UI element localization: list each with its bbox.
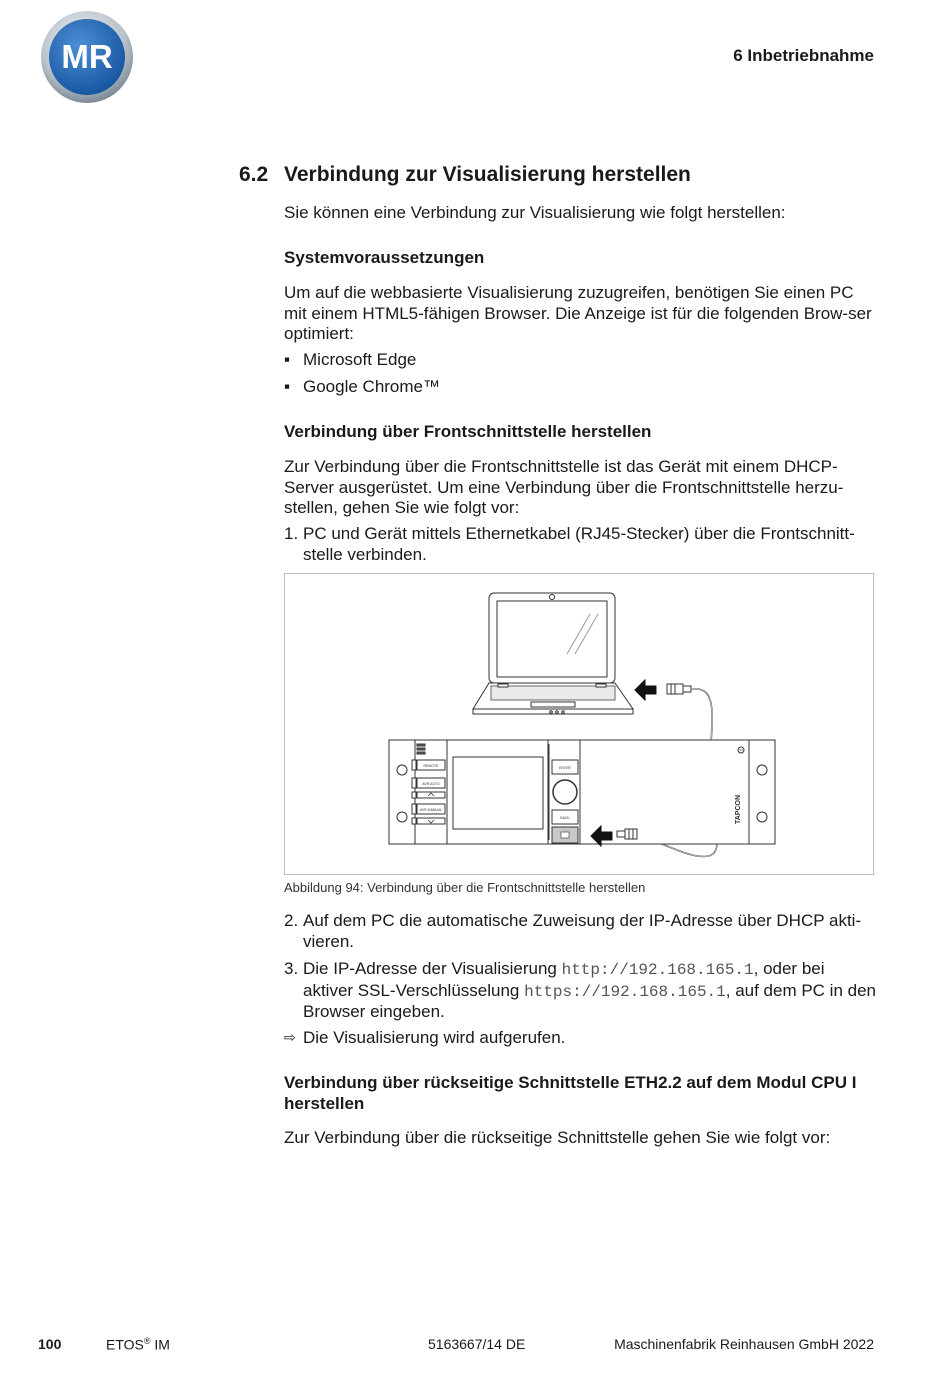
step-item [284,959,876,1021]
label-back: BACK [560,816,570,820]
url-https: https://192.168.165.1 [524,982,726,1001]
rj45-connector-device [617,829,637,839]
label-avr-manual: AVR MANUAL [419,808,443,812]
page-number: 100 [38,1336,62,1352]
step-text: PC und Gerät mittels Ethernetkabel (RJ45-Stecker) über die Frontschnitt-stelle verbinden. [303,524,855,564]
result-text: Die Visualisierung wird aufgerufen. [303,1028,566,1047]
rj45-connector-laptop [667,684,691,694]
tapcon-device [389,740,775,844]
result-item [284,1028,876,1048]
company-logo [40,10,134,104]
step-number: 2. [284,911,299,930]
step-text: Die IP-Adresse der Visualisierung http://192.168.165.1, oder bei aktiver SSL-Verschlüsselung https://192.168.165.1, auf dem PC in den Browser eingeben. [303,959,877,1021]
laptop-illustration [473,593,633,714]
section-title: Verbindung zur Visualisierung herstellen [284,163,691,186]
label-enter: ENTER [559,766,571,770]
bullet-text: Google Chrome™ [303,377,441,396]
result-arrow-icon: ⇨ [284,1030,296,1046]
connection-figure [284,573,874,875]
rotary-knob [553,780,577,804]
rear-heading: Verbindung über rückseitige Schnittstelle ETH2.2 auf dem Modul CPU I herstellen [284,1073,857,1113]
bullet-item [284,377,876,397]
step-item [284,911,876,953]
url-http: http://192.168.165.1 [561,961,754,979]
rear-paragraph: Zur Verbindung über die rückseitige Schnittstelle gehen Sie wie folgt vor: [284,1128,831,1147]
bullet-item [284,350,876,370]
section-number: 6.2 [239,163,269,186]
step-item [284,524,876,566]
label-avr-auto: AVR AUTO [422,782,440,786]
front-heading: Verbindung über Frontschnittstelle herstellen [284,422,652,441]
label-remote: REMOTE [423,764,439,768]
company-name: Maschinenfabrik Reinhausen GmbH 2022 [614,1336,874,1352]
bullet-mark: ▪ [284,350,291,369]
chapter-title: 6 Inbetriebnahme [733,46,874,65]
figure-caption: Abbildung 94: Verbindung über die Frontschnittstelle herstellen [284,880,646,895]
step-text: Auf dem PC die automatische Zuweisung der IP-Adresse über DHCP akti-vieren. [303,911,862,951]
logo-text: MR [61,38,113,75]
section-intro: Sie können eine Verbindung zur Visualisierung wie folgt herstellen: [284,203,786,222]
sysreq-paragraph: Um auf die webbasierte Visualisierung zuzugreifen, benötigen Sie einen PC mit einem HTML5-fähigen Browser. Die Anzeige ist für die folgenden Brow-ser optimiert: [284,283,872,343]
label-tapcon: TAPCON [735,794,742,824]
front-paragraph: Zur Verbindung über die Frontschnittstelle ist das Gerät mit einem DHCP-Server ausgerüstet. Um eine Verbindung über die Frontschnittstelle herzu-stellen, gehen Sie wie folgt vor: [284,457,844,517]
arrow-icon [635,680,656,700]
bullet-mark: ▪ [284,377,291,396]
step-number: 1. [284,524,299,543]
document-number: 5163667/14 DE [428,1336,526,1352]
sysreq-heading: Systemvoraussetzungen [284,248,485,267]
bullet-text: Microsoft Edge [303,350,417,369]
step-number: 3. [284,959,299,978]
product-name: ETOS® IM [106,1336,170,1353]
